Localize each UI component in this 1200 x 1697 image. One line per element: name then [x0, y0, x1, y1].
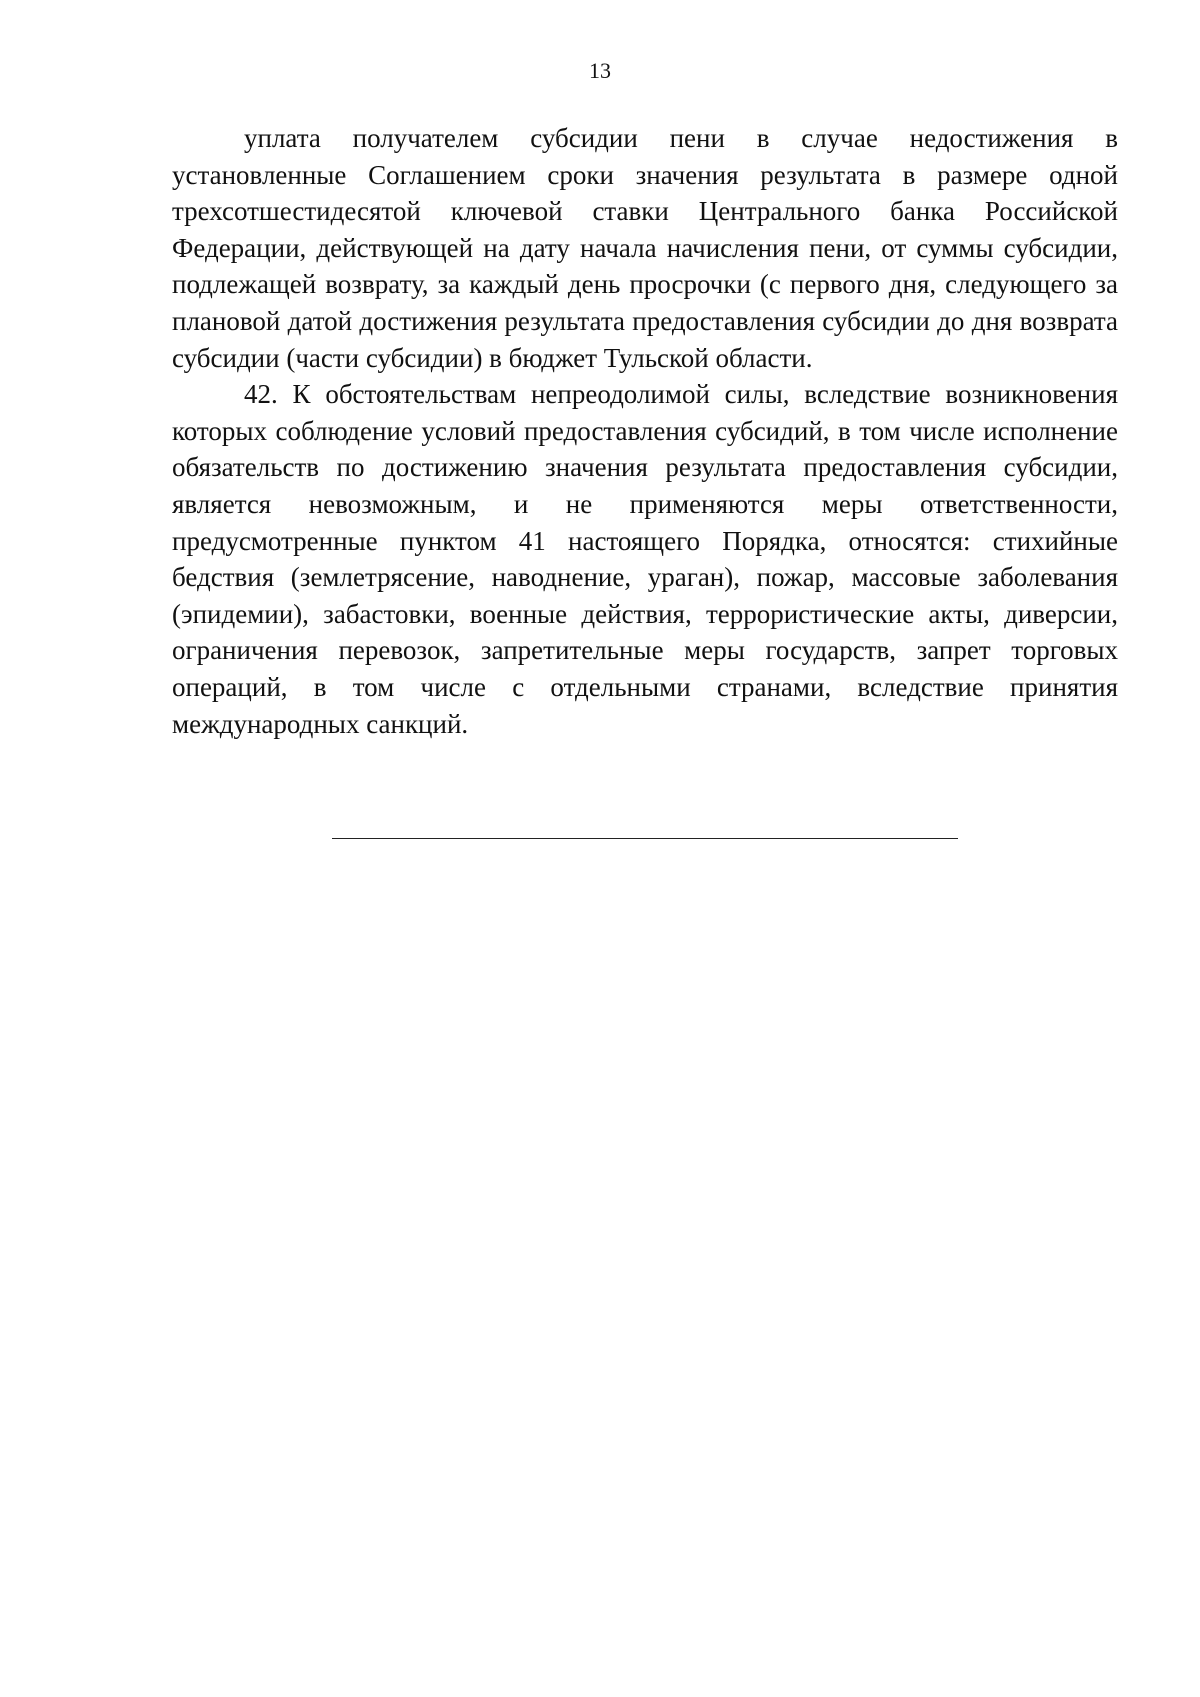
document-body	[172, 120, 1118, 742]
page-number: 13	[589, 58, 611, 83]
paragraph-text: К обстоятельствам непреодолимой силы, вследствие возникновения которых соблюдение условий предоставления субсидий, в том числе исполнение обязательств по достижению значения результата предоставления субсидии, является невозможным, и не применяются меры ответственности, предусмотренные пунктом 41 настоящего Порядка, относятся: стихийные бедствия (землетрясение, наводнение, ураган), пожар, массовые заболевания (эпидемии), забастовки, военные действия, террористические акты, диверсии, ограничения перевозок, запретительные меры государств, запрет торговых операций, в том числе с отдельными странами, вследствие принятия международных санкций.	[172, 379, 1118, 739]
paragraph-number: 42.	[244, 379, 278, 410]
paragraph-text: уплата получателем субсидии пени в случае недостижения в установленные Соглашением сроки значения результата в размере одной трехсотшестидесятой ключевой ставки Центрального банка Российской Федерации, действующей на дату начала начисления пени, от суммы субсидии, подлежащей возврату, за каждый день просрочки (с первого дня, следующего за плановой датой достижения результата предоставления субсидии до дня возврата субсидии (части субсидии) в бюджет Тульской области.	[172, 123, 1118, 373]
paragraph-penalty	[172, 120, 1118, 376]
paragraph-42-force-majeure	[172, 376, 1118, 742]
end-of-document-rule	[332, 838, 958, 839]
